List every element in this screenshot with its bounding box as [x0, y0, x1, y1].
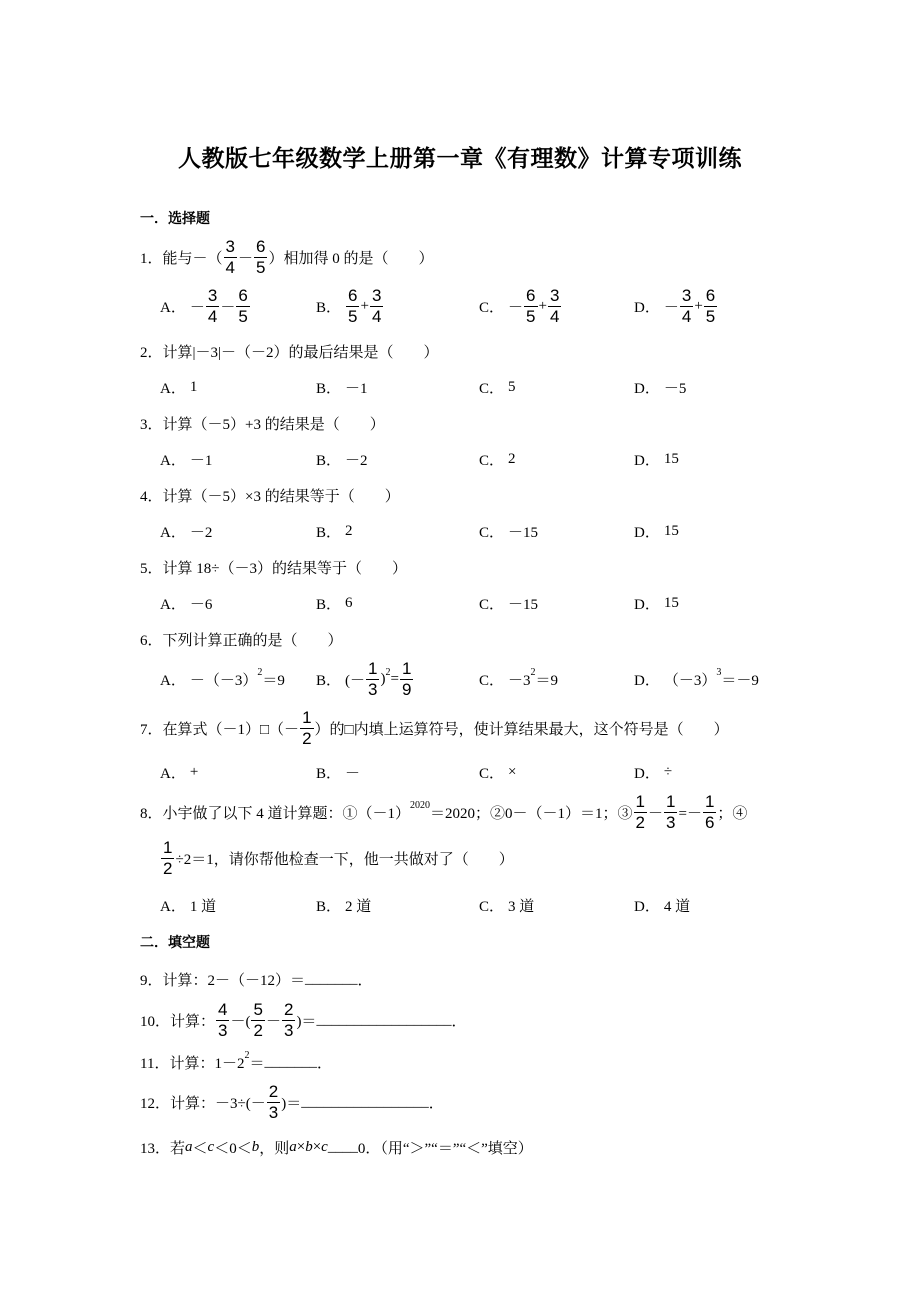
option-content	[190, 379, 198, 396]
exponent: 2	[244, 1049, 250, 1061]
numerator: 2	[268, 1081, 279, 1101]
numerator: 4	[218, 999, 228, 1019]
denominator: 4	[549, 306, 560, 326]
text-segment: 11．计算：1－2	[140, 1055, 245, 1072]
option-content	[190, 895, 216, 916]
text-segment: 1 道	[189, 898, 217, 915]
text-segment: =	[390, 670, 399, 687]
option-label: A．	[160, 524, 186, 541]
text-segment: ＝－9	[721, 672, 759, 689]
text-segment: －	[265, 1013, 281, 1030]
text-segment: )＝	[281, 1095, 302, 1112]
text-segment: ×	[508, 763, 517, 780]
numerator: 6	[348, 285, 358, 305]
text-segment: ＜0＜	[214, 1140, 252, 1157]
text-segment: ）相加得 0 的是（ ）	[268, 250, 434, 267]
text-segment: 15	[663, 522, 679, 539]
text-segment: ÷2＝1，请你帮他检查一下，他一共做对了（ ）	[175, 851, 514, 868]
option-content	[663, 666, 759, 690]
text-segment: －	[663, 299, 679, 316]
text-segment: －	[508, 299, 524, 316]
fraction	[206, 286, 219, 327]
text-segment: (－	[345, 672, 366, 689]
text-segment: ．	[316, 1055, 332, 1072]
option-label: B．	[316, 452, 342, 469]
text-segment: －	[345, 765, 361, 782]
denominator: 2	[302, 728, 312, 748]
text-segment: ____	[327, 1138, 358, 1155]
option-label: D．	[634, 898, 660, 915]
option-content	[345, 659, 414, 700]
text-segment: )	[380, 670, 386, 687]
document-title: 人教版七年级数学上册第一章《有理数》计算专项训练	[178, 146, 742, 172]
text-segment: ＜	[192, 1140, 208, 1157]
option-label: C．	[479, 765, 505, 782]
denominator: 2	[253, 1020, 263, 1040]
denominator: 4	[225, 257, 235, 277]
fraction	[366, 659, 379, 700]
fraction	[370, 286, 383, 327]
option-content	[189, 666, 285, 690]
denominator: 9	[401, 679, 412, 699]
fraction	[548, 286, 561, 327]
exponent: 2	[385, 666, 391, 678]
option-content	[190, 521, 213, 542]
numerator: 2	[283, 999, 294, 1019]
option-label: C．	[479, 672, 505, 689]
option-label: C．	[479, 299, 505, 316]
denominator: 4	[371, 306, 382, 326]
numerator: 3	[207, 285, 218, 305]
text-segment: 3．计算（－5）+3 的结果是（ ）	[140, 416, 385, 433]
text-segment: 2	[508, 450, 516, 467]
text-segment: ，则	[259, 1140, 290, 1157]
numerator: 1	[401, 658, 412, 678]
numerator: 3	[225, 236, 235, 256]
text-segment: ＝9	[535, 672, 559, 689]
text-segment: 1	[189, 378, 198, 395]
text-segment: ．	[428, 1095, 444, 1112]
numerator: 3	[371, 285, 382, 305]
option-label: C．	[479, 596, 505, 613]
variable: a	[185, 1138, 193, 1155]
option-content	[190, 593, 213, 614]
text-segment: －15	[508, 596, 539, 613]
text-segment: 6	[345, 594, 353, 611]
fraction	[704, 286, 717, 327]
option-content	[508, 286, 562, 327]
text-segment: 12．计算：－3÷(－	[140, 1095, 266, 1112]
text-segment: ；④	[717, 805, 748, 822]
denominator: 2	[163, 858, 173, 878]
text-segment: 0．（用“＞”“＝”“＜”填空）	[357, 1140, 533, 1157]
option-content	[345, 895, 371, 916]
denominator: 3	[218, 1020, 228, 1040]
fraction	[161, 838, 174, 879]
text-segment: +	[538, 297, 547, 314]
option-content	[664, 377, 687, 398]
option-label: C．	[479, 898, 505, 915]
option-content	[664, 764, 672, 781]
denominator: 2	[635, 812, 645, 832]
option-label: D．	[634, 452, 660, 469]
fraction	[251, 1000, 264, 1041]
text-segment: 15	[663, 450, 679, 467]
text-segment: 2	[345, 522, 353, 539]
option-label: A．	[160, 380, 186, 397]
option-label: B．	[316, 898, 342, 915]
option-label: D．	[634, 299, 660, 316]
option-content	[508, 379, 516, 396]
option-content	[664, 451, 679, 468]
text-segment: 5	[508, 378, 516, 395]
text-segment: ＝2020；②0－（－1）＝1；③	[430, 805, 633, 822]
variable: b	[305, 1138, 313, 1155]
numerator: 1	[704, 791, 715, 811]
option-content	[664, 595, 679, 612]
text-segment: 6．下列计算正确的是（ ）	[140, 632, 343, 649]
text-segment: 3 道	[508, 898, 535, 915]
text-segment: 10．计算：	[140, 1013, 216, 1030]
option-label: A．	[160, 672, 186, 689]
option-content	[345, 377, 368, 398]
text-segment: 1．能与－（	[140, 250, 223, 267]
text-segment: ＝	[249, 1055, 265, 1072]
section-heading-fill: 二．填空题	[140, 935, 210, 951]
option-label: A．	[160, 765, 186, 782]
fraction	[300, 708, 313, 749]
text-segment: －	[648, 805, 664, 822]
option-label: A．	[160, 898, 186, 915]
option-content	[190, 286, 251, 327]
denominator: 5	[348, 306, 358, 326]
numerator: 6	[526, 285, 536, 305]
text-segment: 5．计算 18÷（－3）的结果等于（ ）	[140, 560, 407, 577]
denominator: 5	[705, 306, 716, 326]
option-content	[345, 595, 353, 612]
exponent: 2	[257, 666, 263, 678]
option-label: D．	[634, 524, 660, 541]
text-segment: 4．计算（－5）×3 的结果等于（ ）	[140, 488, 400, 505]
option-label: A．	[160, 452, 186, 469]
fraction	[400, 659, 413, 700]
option-content	[345, 449, 368, 470]
text-segment: ．	[451, 1013, 467, 1030]
denominator: 3	[268, 1102, 279, 1122]
fraction	[524, 286, 537, 327]
fraction	[236, 286, 249, 327]
option-content	[508, 593, 538, 614]
fraction	[254, 237, 267, 278]
numerator: 1	[163, 837, 173, 857]
option-content	[190, 449, 213, 470]
option-label: B．	[316, 765, 342, 782]
fraction	[224, 237, 237, 278]
numerator: 6	[256, 236, 266, 256]
text-segment: 4 道	[663, 898, 691, 915]
text-segment: －6	[189, 596, 213, 613]
option-label: B．	[316, 672, 342, 689]
option-label: B．	[316, 299, 342, 316]
text-segment: －5	[663, 380, 687, 397]
option-label: C．	[479, 524, 505, 541]
option-label: B．	[316, 596, 342, 613]
denominator: 3	[368, 679, 378, 699]
denominator: 5	[526, 306, 536, 326]
text-segment: 2 道	[345, 898, 372, 915]
option-label: D．	[634, 596, 660, 613]
text-segment: _______	[305, 970, 358, 987]
fraction	[634, 792, 647, 833]
text-segment: ÷	[663, 763, 673, 780]
text-segment: _________________	[301, 1093, 429, 1110]
option-content	[190, 764, 198, 781]
text-segment: =－	[678, 805, 702, 822]
option-content	[664, 523, 679, 540]
denominator: 5	[256, 257, 266, 277]
option-label: C．	[479, 452, 505, 469]
option-content	[508, 666, 559, 690]
option-label: A．	[160, 596, 186, 613]
text-segment: ＝9	[262, 672, 285, 689]
numerator: 1	[368, 658, 378, 678]
text-segment: _______	[264, 1053, 317, 1070]
fraction	[267, 1082, 280, 1123]
denominator: 6	[704, 812, 715, 832]
text-segment: 7．在算式（－1）□（－	[140, 721, 300, 738]
text-segment: －	[220, 299, 236, 316]
option-content	[664, 895, 690, 916]
text-segment: －1	[189, 452, 213, 469]
option-label: D．	[634, 672, 660, 689]
text-segment: 9．计算：2－（－12）＝	[140, 972, 306, 989]
text-segment: ×	[296, 1138, 306, 1155]
numerator: 6	[705, 285, 716, 305]
fraction	[282, 1000, 295, 1041]
fraction	[664, 792, 677, 833]
text-segment: －	[189, 299, 205, 316]
fraction	[216, 1000, 229, 1041]
option-label: A．	[160, 299, 186, 316]
numerator: 1	[302, 707, 312, 727]
option-content	[345, 286, 384, 327]
numerator: 3	[549, 285, 560, 305]
option-content	[508, 451, 516, 468]
fraction	[680, 286, 693, 327]
denominator: 4	[681, 306, 692, 326]
text-segment: －(	[230, 1013, 251, 1030]
text-segment: （－3）	[663, 672, 717, 689]
variable: a	[289, 1138, 297, 1155]
fraction	[346, 286, 359, 327]
numerator: 3	[681, 285, 692, 305]
text-segment: －3	[508, 672, 531, 689]
text-segment: 13．若	[140, 1140, 186, 1157]
variable: c	[207, 1138, 215, 1155]
option-content	[508, 764, 516, 781]
text-segment: －1	[345, 380, 368, 397]
text-segment: －15	[508, 524, 539, 541]
text-segment: －2	[345, 452, 368, 469]
numerator: 5	[253, 999, 263, 1019]
text-segment: 15	[663, 594, 679, 611]
text-segment: +	[360, 297, 369, 314]
option-label: B．	[316, 524, 342, 541]
text-segment: ）的□内填上运算符号，使计算结果最大，这个符号是（ ）	[314, 721, 729, 738]
numerator: 1	[666, 791, 676, 811]
denominator: 4	[207, 306, 218, 326]
denominator: 3	[283, 1020, 294, 1040]
exponent: 2	[530, 666, 536, 678]
option-content	[664, 286, 718, 327]
text-segment: 2．计算|－3|－（－2）的最后结果是（ ）	[140, 344, 439, 361]
variable: c	[321, 1138, 328, 1155]
text-segment: ×	[312, 1138, 322, 1155]
text-segment: )＝	[296, 1013, 317, 1030]
text-segment: ．	[357, 972, 373, 989]
option-label: D．	[634, 765, 660, 782]
section-heading-choice: 一．选择题	[140, 211, 210, 227]
option-content	[508, 521, 538, 542]
text-segment: +	[189, 763, 199, 780]
option-content	[508, 895, 534, 916]
option-content	[345, 762, 360, 783]
fraction	[703, 792, 716, 833]
variable: b	[251, 1138, 260, 1155]
exponent: 2020	[410, 799, 431, 811]
text-segment: －2	[189, 524, 213, 541]
text-segment: +	[694, 297, 703, 314]
exponent: 3	[716, 666, 722, 678]
option-content	[345, 523, 353, 540]
numerator: 1	[635, 791, 645, 811]
text-segment: －（－3）	[189, 672, 258, 689]
text-segment: __________________	[316, 1011, 452, 1028]
option-label: D．	[634, 380, 660, 397]
option-label: C．	[479, 380, 505, 397]
numerator: 6	[238, 285, 248, 305]
option-label: B．	[316, 380, 342, 397]
text-segment: 8．小宇做了以下 4 道计算题：①（－1）	[140, 805, 411, 822]
text-segment: －	[237, 250, 253, 267]
denominator: 3	[666, 812, 676, 832]
denominator: 5	[238, 306, 248, 326]
